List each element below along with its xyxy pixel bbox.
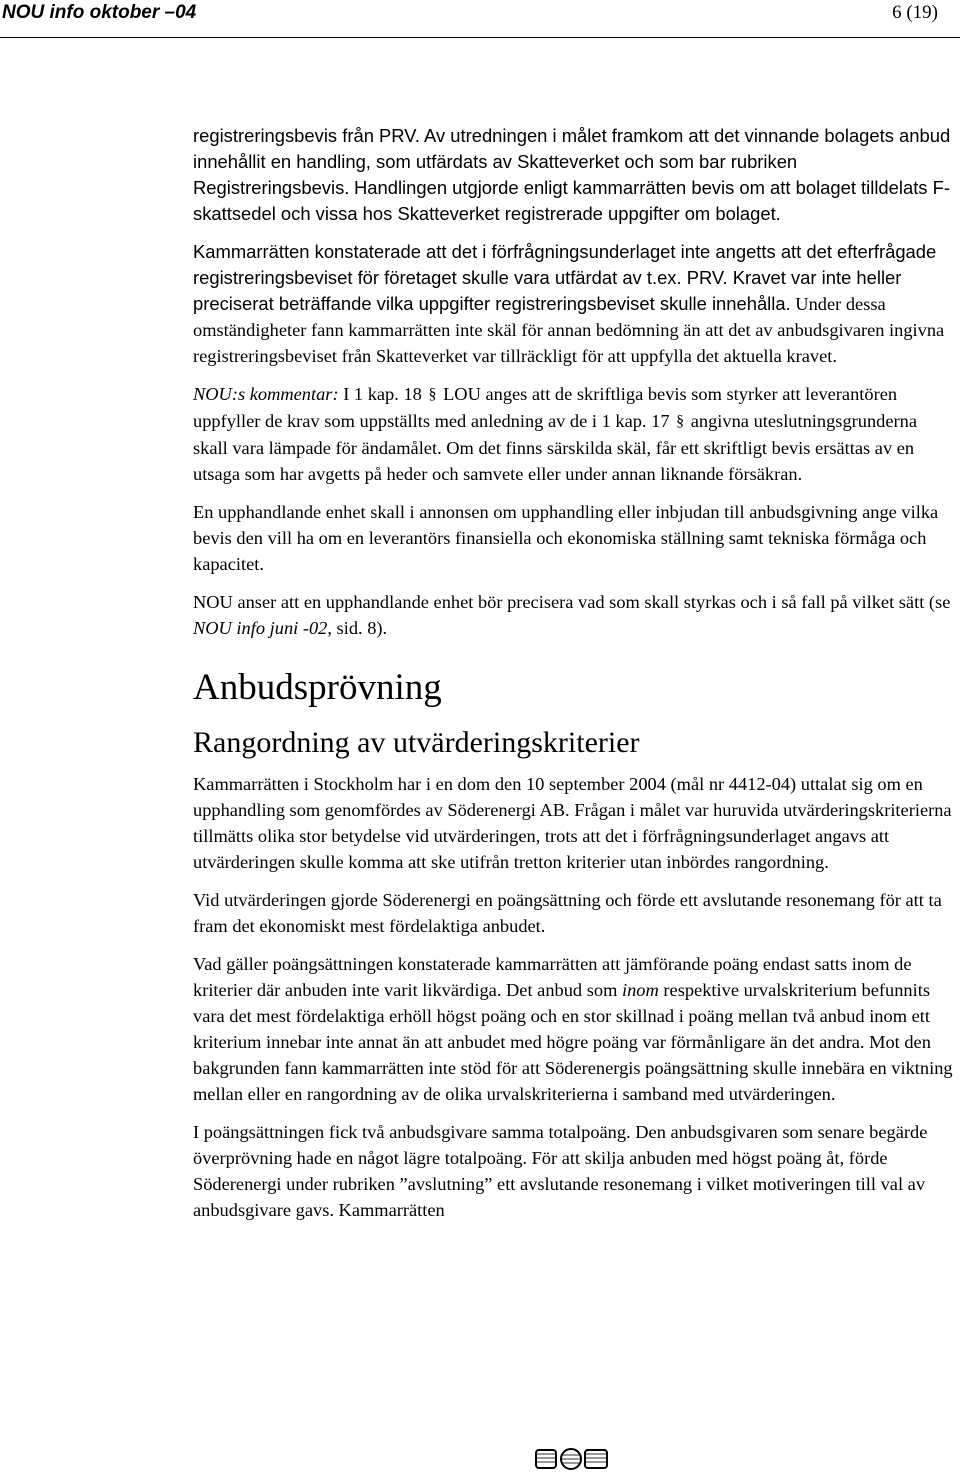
comment-text-1: I 1 kap. 18 — [343, 384, 422, 404]
paragraph-8-part-b: respektive urvalskriterium befunnits vara det mest fördelaktiga erhöll högst poäng och en stor skillnad i poäng mellan två anbud inom ett kriterium innebar inte annat än att anbudet med högre poäng var förmånligare än det andra. Mot den bakgrunden fann kammarrätten inte stöd för att Söderenergis poängsättning skulle innebära en viktning mellan eller en rangordning av de olika urvalskriterierna i samband med utvärderingen. — [193, 980, 953, 1105]
paragraph-1-part-a: registreringsbevis från PRV. Av utredningen i målet framkom att det vinnande bolagets anbud innehållit en handling, som utfärdats av Skatteverket och som bar rubriken Registreringsbevis. — [193, 125, 951, 198]
section-sign-icon: § — [428, 386, 437, 404]
reference-nou-info: NOU info juni -02 — [193, 618, 328, 639]
comment-label: NOU:s kommentar: — [193, 384, 339, 404]
paragraph-8 — [193, 951, 953, 1107]
page-header — [0, 0, 960, 44]
paragraph-2-part-b: Under dessa omständigheter fann kammarrätten inte skäl för annan bedömning än att det av anbudsgivaren ingivna registreringsbeviset från Skatteverket var tillräckligt för att uppfylla det aktuella kravet. — [193, 294, 945, 366]
header-title: NOU info oktober –04 — [2, 2, 197, 23]
paragraph-2-part-a: Kammarrätten konstaterade att det i förfrågningsunderlaget inte angetts att det efterfrågade registreringsbeviset för företaget skulle vara utfärdat av t.ex. PRV. Kravet var inte heller preciserat beträffande vilka uppgifter registreringsbeviset skulle innehålla. — [193, 241, 937, 314]
paragraph-2 — [193, 239, 953, 369]
paragraph-6: Kammarrätten i Stockholm har i en dom den 10 september 2004 (mål nr 4412-04) uttalat sig om en upphandling som genomfördes av Söderenergi AB. Frågan i målet var huruvida utvärderingskriterierna tillmätts olika stor betydelse vid utvärderingen, trots att det i förfrågningsunderlaget angavs att utvärderingen skulle komma att ske utifrån tretton kriterier utan inbördes rangordning. — [193, 774, 952, 873]
paragraph-4: En upphandlande enhet skall i annonsen om upphandling eller inbjudan till anbudsgivning ange vilka bevis den vill ha om en leverantörs finansiella och ekonomiska ställning samt tekniska förmåga och kapacitet. — [193, 502, 939, 575]
document-body — [193, 123, 953, 1235]
paragraph-5 — [193, 589, 953, 641]
page-number: 6 (19) — [892, 2, 938, 23]
paragraph-8-part-a: Vad gäller poängsättningen konstaterade kammarrätten att jämförande poäng endast satts inom de kriterier där anbuden inte varit likvärdiga. Det anbud som — [193, 954, 912, 1001]
paragraph-5-part-a: NOU anser att en upphandlande enhet bör precisera vad som skall styrkas och i så fall på vilket sätt (se — [193, 592, 951, 613]
paragraph-nou-comment — [193, 381, 953, 487]
paragraph-7: Vid utvärderingen gjorde Söderenergi en poängsättning och förde ett avslutande resonemang för att ta fram det ekonomiskt mest fördelaktiga anbudet. — [193, 890, 942, 937]
paragraph-1-part-b: Handlingen utgjorde enligt kammarrätten bevis om att bolaget tilldelats F-skattsedel och vissa hos Skatteverket registrerade uppgifter om bolaget. — [193, 177, 950, 224]
section-heading: Anbudsprövning — [193, 667, 442, 709]
paragraph-5-part-b: , sid. 8). — [327, 618, 388, 639]
logo-text: nou — [572, 1470, 574, 1471]
comment-text-3: angivna uteslutningsgrunderna skall vara lämpade för ändamålet. — [193, 411, 918, 459]
comment-text-2: LOU anges att de skriftliga bevis som styrker att leverantören uppfyller de krav som uppställts med anledning av de i 1 kap. 17 — [193, 384, 898, 432]
paragraph-9: I poängsättningen fick två anbudsgivare samma totalpoäng. Den anbudsgivaren som senare begärde överprövning hade en något lägre totalpoäng. För att skilja anbuden med högst poäng åt, förde Söderenergi under rubriken ”avslutning” ett avslutande resonemang i vilket motiveringen till val av anbudsgivare gavs. Kammarrätten — [193, 1122, 928, 1221]
comment-text-4: Om det finns särskilda skäl, får ett skriftligt bevis ersättas av en utsaga som har avgetts på heder och samvete eller under annan liknande försäkran. — [193, 438, 915, 485]
emphasis-inom: inom — [622, 980, 659, 1001]
footer — [0, 1440, 960, 1476]
section-sign-icon: § — [676, 413, 685, 431]
header-divider — [0, 37, 960, 38]
paragraph-1 — [193, 123, 953, 227]
nou-logo — [533, 1440, 613, 1472]
subsection-heading: Rangordning av utvärderingskriterier — [193, 726, 640, 760]
